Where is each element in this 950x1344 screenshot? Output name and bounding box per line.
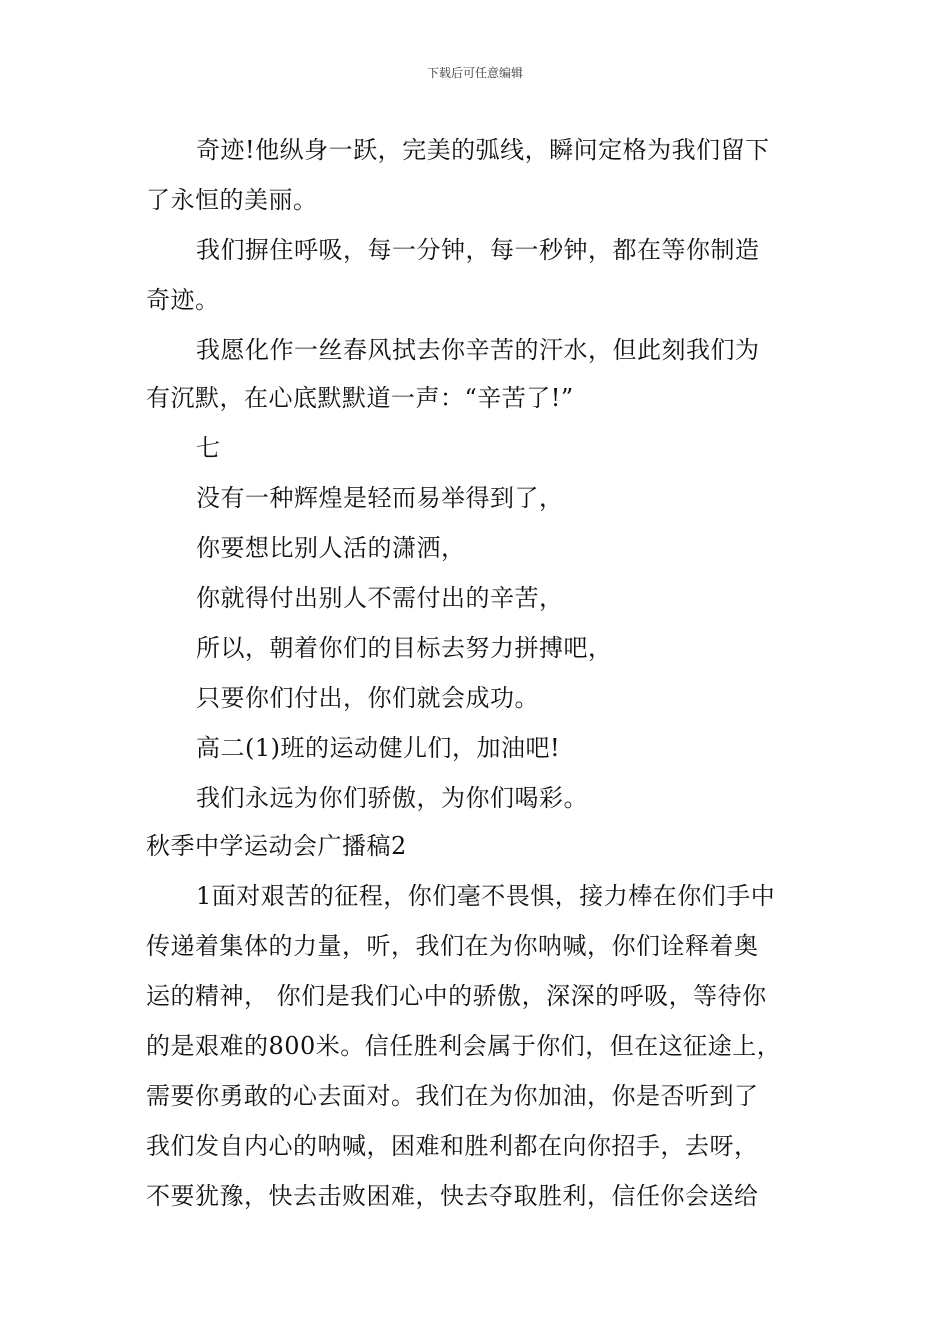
paragraph-line: 1面对艰苦的征程，你们毫不畏惧，接力棒在你们手中 [196,882,776,910]
poem-line: 我们永远为你们骄傲，为你们喝彩。 [196,784,588,812]
paragraph-line: 运的精神， 你们是我们心中的骄傲，深深的呼吸，等待你 [146,982,767,1010]
paragraph-line: 需要你勇敢的心去面对。我们在为你加油，你是否听到了 [146,1082,759,1110]
paragraph-line: 我们摒住呼吸，每一分钟，每一秒钟，都在等你制造 [196,236,760,264]
paragraph-line: 奇迹。 [146,286,220,314]
page-header-note: 下载后可任意编辑 [426,66,523,80]
paragraph-line: 的是艰难的800米。信任胜利会属于你们，但在这征途上， [146,1032,782,1060]
poem-line: 没有一种辉煌是轻而易举得到了， [196,484,564,512]
poem-line: 高二(1)班的运动健儿们，加油吧! [196,734,561,762]
poem-line: 你要想比别人活的潇洒， [196,534,466,562]
section-title: 秋季中学运动会广播稿2 [146,832,407,860]
poem-line: 只要你们付出，你们就会成功。 [196,684,539,712]
paragraph-line: 了永恒的美丽。 [146,186,318,214]
paragraph-line: 我愿化作一丝春风拭去你辛苦的汗水，但此刻我们为 [196,336,760,364]
paragraph-line: 传递着集体的力量，听，我们在为你呐喊，你们诠释着奥 [146,932,759,960]
paragraph-line: 我们发自内心的呐喊，困难和胜利都在向你招手，去呀， [146,1132,759,1160]
poem-line: 所以，朝着你们的目标去努力拼搏吧， [196,634,613,662]
paragraph-line: 不要犹豫，快去击败困难，快去夺取胜利，信任你会送给 [146,1182,759,1210]
poem-line: 你就得付出别人不需付出的辛苦， [196,584,564,612]
section-number: 七 [196,434,221,462]
paragraph-line: 有沉默，在心底默默道一声：“辛苦了!” [146,384,574,412]
paragraph-line: 奇迹!他纵身一跃，完美的弧线，瞬问定格为我们留下 [196,136,770,164]
